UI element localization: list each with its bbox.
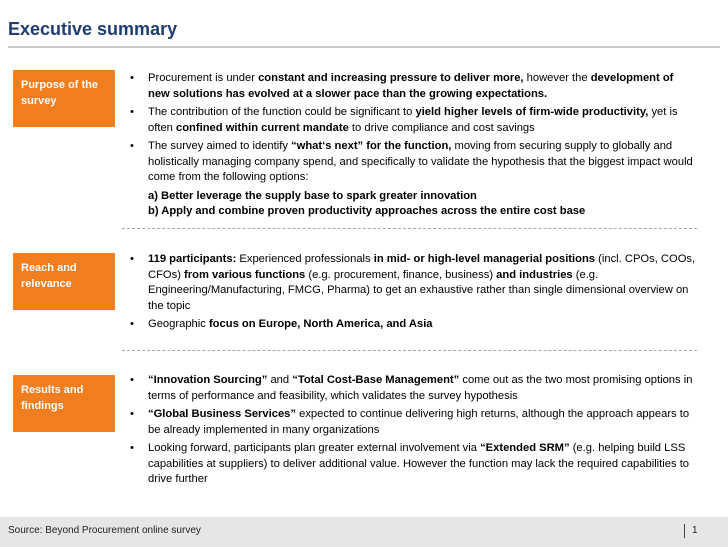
bullet-text: expected to continue delivering high returns, although the approach appears to be already implemented in many organizations — [148, 408, 690, 436]
bullet-dot-icon: • — [130, 253, 134, 265]
title-divider — [8, 46, 720, 48]
bullet-text: come out as the two most promising options in terms of performance and feasibility, which validates the survey hypothesis — [148, 374, 693, 402]
bullet-emphasis: 119 participants: — [148, 253, 237, 265]
bullet-emphasis: confined within current mandate — [176, 121, 349, 134]
page-title: Executive summary — [8, 19, 178, 39]
bullet-dot-icon: • — [130, 318, 134, 330]
section-label-results: Results and findings — [13, 375, 115, 432]
option-item: a) Better leverage the supply base to spark greater innovation — [148, 189, 477, 202]
bullet-text: Procurement is under — [148, 72, 259, 84]
bullet-text: however the — [523, 72, 591, 84]
bullet-emphasis: constant and increasing pressure to deliver more, — [258, 72, 524, 84]
section-reach — [122, 252, 697, 336]
bullet-dot-icon: • — [130, 408, 134, 420]
bullet-item — [122, 407, 697, 438]
bullet-text: moving from securing supply to globally and holistically managing company spend, and specifically to validate the hypothesis that the biggest impact would come from the following options: — [148, 140, 693, 183]
section-divider — [122, 350, 697, 351]
section-label-purpose: Purpose of the survey — [13, 70, 115, 127]
bullet-text: Experienced professionals — [236, 253, 374, 265]
bullet-text: yet is often — [148, 106, 678, 134]
bullet-item — [122, 252, 697, 314]
source-note: Source: Beyond Procurement online survey — [8, 525, 201, 536]
bullet-item — [122, 139, 697, 186]
section-results — [122, 373, 697, 491]
bullet-dot-icon: • — [130, 106, 134, 118]
section-label-reach: Reach and relevance — [13, 253, 115, 310]
bullet-item — [122, 441, 697, 488]
bullet-dot-icon: • — [130, 72, 134, 84]
section-divider — [122, 228, 697, 229]
footer-separator — [684, 524, 685, 538]
bullet-emphasis: and industries — [496, 268, 573, 281]
bullet-item — [122, 317, 697, 333]
bullet-emphasis: from various functions — [184, 268, 306, 281]
bullet-text: (e.g. Engineering/Manufacturing, FMCG, Pharma) to get an exhaustive rather than single dimensional overview on the topic — [148, 268, 689, 312]
bullet-emphasis: yield higher levels of firm-wide productivity, — [415, 106, 649, 118]
bullet-dot-icon: • — [130, 140, 134, 152]
bullet-emphasis: “Global Business Services” — [148, 408, 296, 420]
bullet-item — [122, 105, 697, 136]
bullet-text: and — [267, 374, 293, 386]
bullet-text: The contribution of the function could be significant to — [148, 106, 416, 118]
page-number: 1 — [692, 525, 698, 536]
bullet-text: The survey aimed to identify — [148, 140, 292, 152]
bullet-text: (incl. CPOs, COOs, CFOs) — [148, 253, 696, 281]
bullet-emphasis: “Extended SRM” — [480, 442, 570, 454]
bullet-emphasis: development of new solutions has evolved at a slower pace than the growing expectations. — [148, 72, 674, 100]
bullet-text: Geographic — [148, 318, 209, 330]
bullet-dot-icon: • — [130, 374, 134, 386]
bullet-text: (e.g. procurement, finance, business) — [305, 268, 497, 281]
option-item: b) Apply and combine proven productivity approaches across the entire cost base — [148, 205, 586, 217]
bullet-dot-icon: • — [130, 442, 134, 454]
bullet-emphasis: “Total Cost-Base Management” — [292, 374, 460, 386]
bullet-emphasis: “Innovation Sourcing” — [148, 374, 268, 386]
bullet-emphasis: focus on Europe, North America, and Asia — [208, 318, 433, 330]
footer — [0, 517, 728, 547]
bullet-text: to drive compliance and cost savings — [348, 121, 535, 134]
section-purpose — [122, 71, 697, 220]
bullet-item — [122, 373, 697, 404]
bullet-text: (e.g. helping build LSS capabilities at suppliers) to deliver additional value. However the function may lack the required capabilities to drive further — [148, 442, 690, 485]
bullet-item — [122, 71, 697, 102]
bullet-emphasis: in mid- or high-level managerial positions — [373, 253, 596, 265]
bullet-emphasis: “what‘s next” for the function, — [291, 140, 452, 152]
bullet-text: Looking forward, participants plan greater external involvement via — [148, 442, 481, 454]
